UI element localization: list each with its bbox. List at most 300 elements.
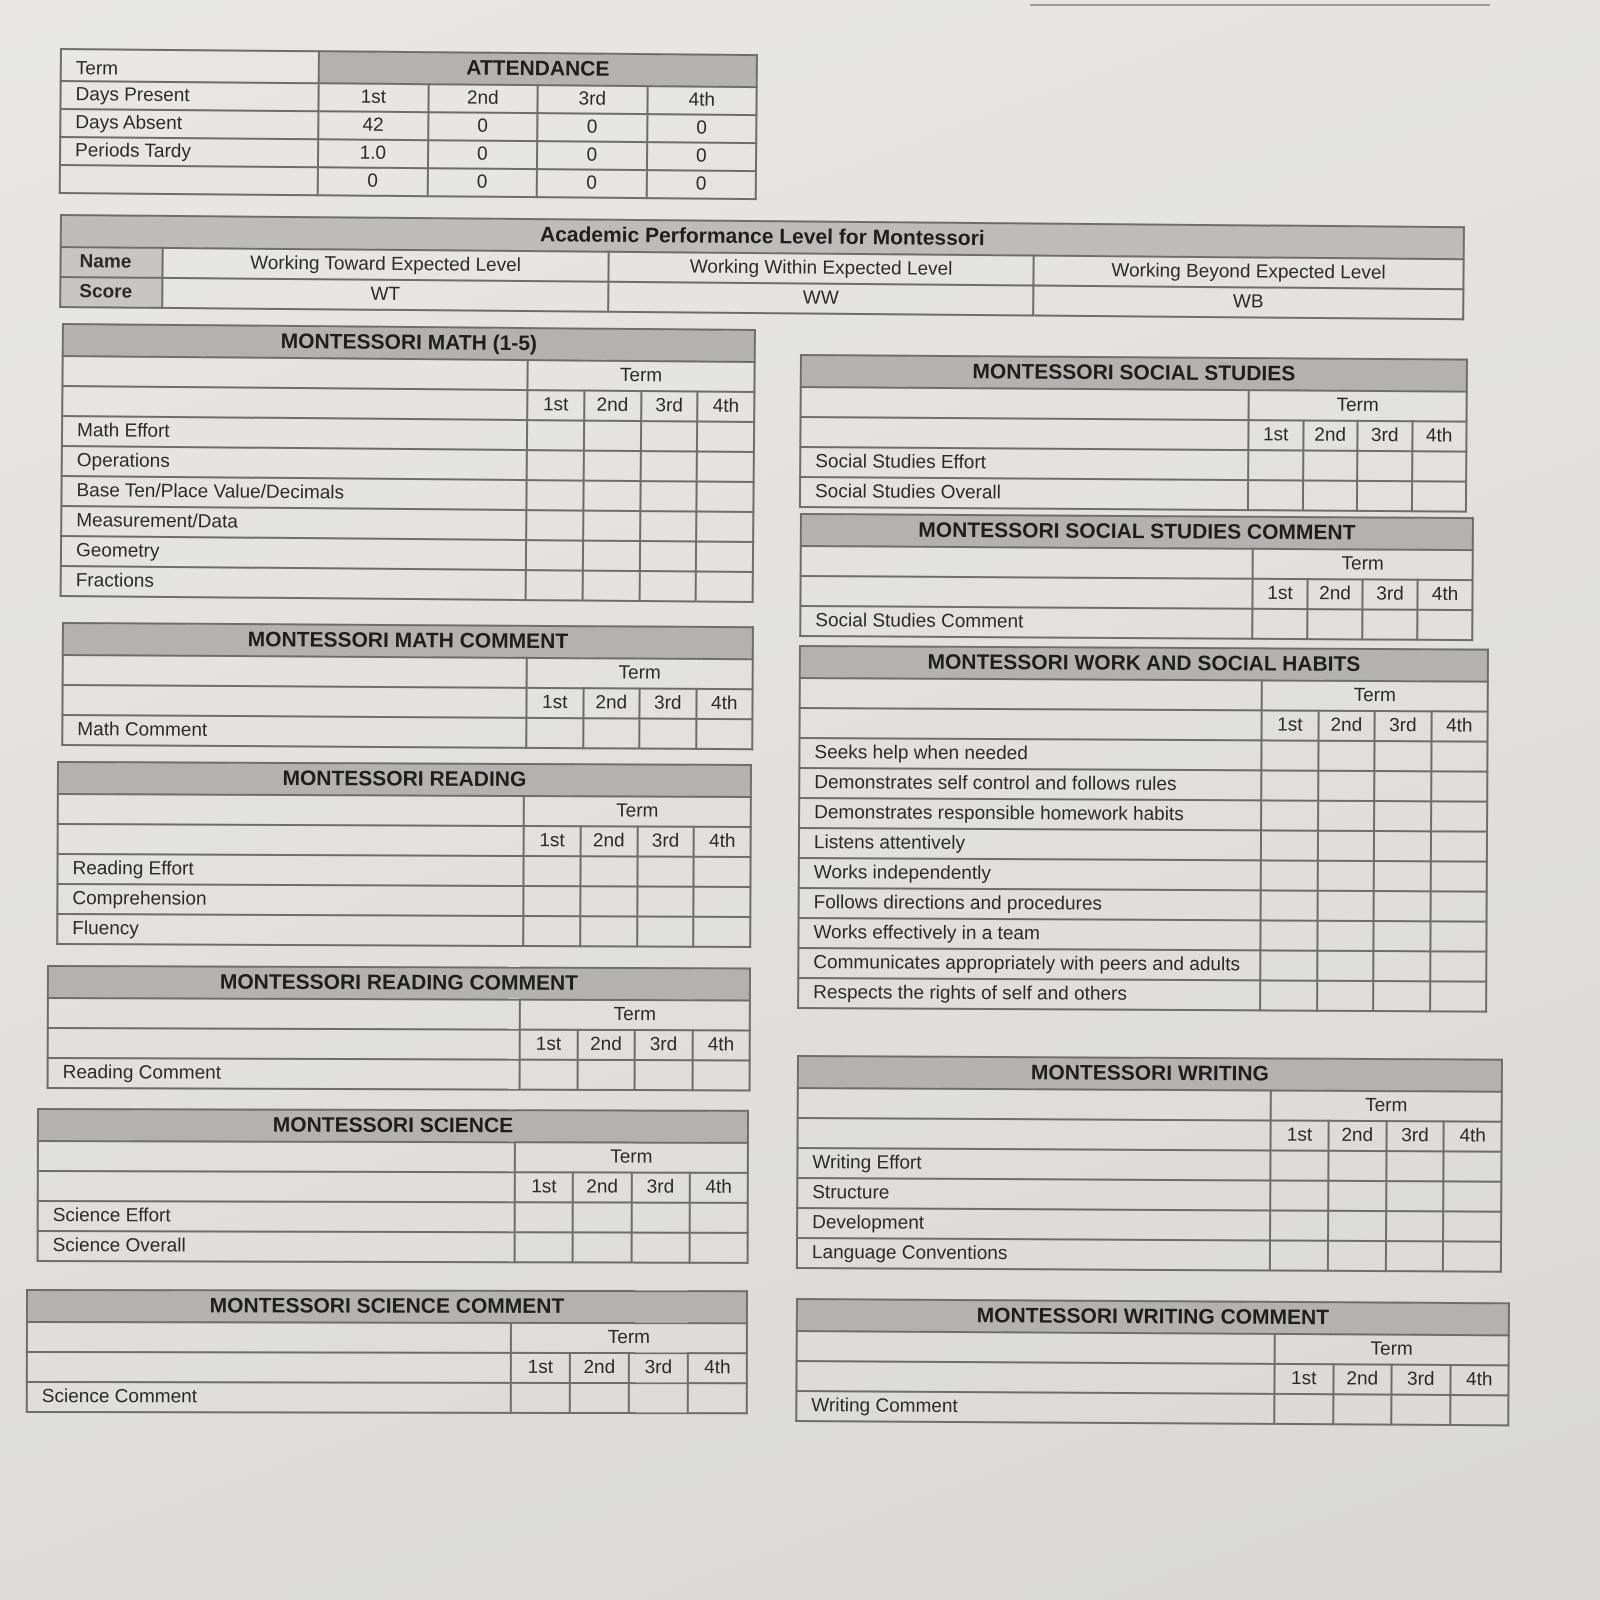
grade-cell[interactable] bbox=[1357, 451, 1412, 481]
attendance-value: 1.0 bbox=[318, 139, 428, 168]
header-blank bbox=[62, 356, 527, 390]
reading-comment-table bbox=[47, 965, 751, 1091]
row-label: Language Conventions bbox=[797, 1238, 1270, 1270]
grade-cell[interactable] bbox=[1307, 609, 1362, 639]
table-row bbox=[797, 1148, 1501, 1182]
performance-level-name: Working Within Expected Level bbox=[608, 252, 1033, 286]
term-header: 3rd bbox=[1386, 1121, 1444, 1151]
grade-cell[interactable] bbox=[1443, 1241, 1501, 1271]
grade-cell[interactable] bbox=[696, 719, 753, 749]
term-header: 4th bbox=[697, 392, 754, 422]
grade-cell[interactable] bbox=[526, 510, 583, 540]
term-label: Term bbox=[1275, 1334, 1509, 1365]
row-label: Listens attentively bbox=[799, 828, 1261, 860]
grade-cell[interactable] bbox=[1450, 1395, 1509, 1425]
science-table bbox=[37, 1108, 749, 1264]
grade-cell[interactable] bbox=[523, 916, 580, 946]
attendance-value: 0 bbox=[537, 113, 647, 142]
term-header: 2nd bbox=[580, 826, 637, 856]
grade-cell[interactable] bbox=[1261, 770, 1318, 800]
term-header: 2nd bbox=[1333, 1364, 1392, 1394]
grade-cell[interactable] bbox=[1328, 1211, 1386, 1241]
term-header: 3rd bbox=[1362, 579, 1417, 609]
row-label: Demonstrates responsible homework habits bbox=[799, 798, 1261, 830]
grade-cell[interactable] bbox=[580, 916, 637, 946]
social-studies-comment-table bbox=[799, 513, 1474, 641]
science-comment-table bbox=[26, 1289, 748, 1414]
header-blank bbox=[798, 1088, 1271, 1120]
grade-cell[interactable] bbox=[527, 420, 584, 450]
grade-cell[interactable] bbox=[1374, 741, 1431, 771]
term-header: 4th bbox=[690, 1173, 748, 1203]
grade-cell[interactable] bbox=[523, 886, 580, 916]
table-row bbox=[61, 566, 753, 602]
grade-cell[interactable] bbox=[1317, 891, 1374, 921]
section-title: MONTESSORI WRITING bbox=[798, 1056, 1502, 1092]
table-row bbox=[798, 948, 1486, 982]
term-header: 1st bbox=[511, 1353, 570, 1383]
term-header: 1st bbox=[1252, 579, 1307, 609]
grade-cell[interactable] bbox=[1260, 920, 1317, 950]
header-blank bbox=[800, 678, 1262, 710]
attendance-value: 0 bbox=[646, 170, 756, 199]
grade-cell[interactable] bbox=[639, 571, 696, 601]
row-label: Writing Comment bbox=[796, 1391, 1274, 1424]
grade-cell[interactable] bbox=[1374, 861, 1431, 891]
grade-cell[interactable] bbox=[1261, 800, 1318, 830]
header-blank bbox=[62, 685, 526, 718]
header-blank bbox=[800, 417, 1248, 450]
math-table bbox=[60, 323, 756, 603]
attendance-term-label: Term bbox=[61, 49, 319, 83]
term-header: 3rd bbox=[631, 1173, 689, 1203]
term-header: 3rd bbox=[1391, 1365, 1450, 1395]
table-row bbox=[798, 978, 1486, 1012]
term-label: Term bbox=[515, 1142, 748, 1173]
grade-cell[interactable] bbox=[637, 857, 694, 887]
header-blank bbox=[801, 387, 1249, 420]
row-label: Social Studies Comment bbox=[800, 606, 1252, 639]
term-header: 4th bbox=[1431, 711, 1488, 741]
section-title: MONTESSORI WRITING COMMENT bbox=[797, 1299, 1509, 1335]
attendance-title: ATTENDANCE bbox=[319, 51, 757, 87]
grade-cell[interactable] bbox=[573, 1232, 631, 1262]
grade-cell[interactable] bbox=[697, 482, 754, 512]
grade-cell[interactable] bbox=[1417, 610, 1472, 640]
grade-cell[interactable] bbox=[1270, 1150, 1328, 1180]
term-header: 2nd bbox=[573, 1172, 631, 1202]
grade-cell[interactable] bbox=[1443, 1211, 1501, 1241]
term-header: 1st bbox=[1262, 710, 1319, 740]
attendance-value: 0 bbox=[428, 112, 538, 141]
section-title: MONTESSORI MATH COMMENT bbox=[63, 623, 753, 659]
header-blank bbox=[48, 1028, 520, 1060]
grade-cell[interactable] bbox=[1317, 921, 1374, 951]
header-blank bbox=[796, 1361, 1274, 1394]
grade-cell[interactable] bbox=[526, 570, 583, 600]
row-label: Works effectively in a team bbox=[798, 918, 1260, 950]
grade-cell[interactable] bbox=[1328, 1151, 1386, 1181]
term-header: 4th bbox=[694, 827, 751, 857]
term-header: 2nd bbox=[1307, 579, 1362, 609]
grade-cell[interactable] bbox=[1443, 1181, 1501, 1211]
grade-cell[interactable] bbox=[1374, 891, 1431, 921]
header-blank bbox=[48, 998, 520, 1030]
grade-cell[interactable] bbox=[637, 917, 694, 947]
term-header: 4th bbox=[688, 1353, 747, 1383]
term-header: 4th bbox=[1417, 580, 1472, 610]
table-row bbox=[799, 738, 1487, 772]
term-header: 2nd bbox=[583, 688, 640, 718]
grade-cell[interactable] bbox=[523, 856, 580, 886]
attendance-value: 0 bbox=[318, 167, 428, 196]
grade-cell[interactable] bbox=[1318, 801, 1375, 831]
grade-cell[interactable] bbox=[1373, 951, 1430, 981]
header-blank bbox=[63, 655, 527, 688]
grade-cell[interactable] bbox=[1248, 450, 1303, 480]
table-row bbox=[62, 715, 752, 749]
row-label: Science Effort bbox=[38, 1201, 515, 1232]
writing-comment-table bbox=[795, 1298, 1510, 1426]
row-label: Math Effort bbox=[62, 416, 527, 450]
section-title: MONTESSORI MATH (1-5) bbox=[63, 324, 755, 362]
writing-table bbox=[796, 1055, 1503, 1273]
performance-name-label: Name bbox=[60, 247, 162, 278]
term-label: Term bbox=[1271, 1090, 1502, 1121]
term-header: 1st bbox=[526, 688, 583, 718]
grade-cell[interactable] bbox=[511, 1383, 570, 1413]
row-label: Fluency bbox=[57, 914, 523, 946]
table-row bbox=[799, 858, 1487, 892]
row-label: Demonstrates self control and follows rules bbox=[799, 768, 1261, 800]
grade-cell[interactable] bbox=[639, 719, 696, 749]
grade-cell[interactable] bbox=[1357, 481, 1412, 511]
grade-cell[interactable] bbox=[526, 540, 583, 570]
term-header: 3rd bbox=[641, 391, 698, 421]
grade-cell[interactable] bbox=[1374, 831, 1431, 861]
grade-cell[interactable] bbox=[694, 887, 751, 917]
header-blank bbox=[800, 708, 1262, 740]
row-label: Communicates appropriately with peers and adults bbox=[798, 948, 1260, 980]
row-label: Fractions bbox=[61, 566, 526, 600]
attendance-row-label: Days Present bbox=[60, 81, 318, 111]
grade-cell[interactable] bbox=[631, 1233, 689, 1263]
grade-cell[interactable] bbox=[583, 451, 640, 481]
grade-cell[interactable] bbox=[1328, 1241, 1386, 1271]
grade-cell[interactable] bbox=[520, 1060, 578, 1090]
grade-cell[interactable] bbox=[1430, 891, 1487, 921]
row-label: Development bbox=[797, 1208, 1270, 1240]
grade-cell[interactable] bbox=[1431, 741, 1488, 771]
grade-cell[interactable] bbox=[640, 451, 697, 481]
term-header: 1st bbox=[1248, 420, 1303, 450]
term-header: 4th bbox=[696, 689, 753, 719]
row-label: Reading Comment bbox=[48, 1058, 520, 1090]
grade-cell[interactable] bbox=[583, 718, 640, 748]
grade-cell[interactable] bbox=[1412, 451, 1467, 481]
section-title: MONTESSORI SCIENCE COMMENT bbox=[27, 1290, 747, 1323]
term-header: 2nd bbox=[570, 1353, 629, 1383]
header-blank bbox=[38, 1171, 515, 1202]
term-header: 1st bbox=[1271, 1120, 1329, 1150]
header-blank bbox=[58, 824, 524, 856]
row-label: Structure bbox=[797, 1178, 1270, 1210]
grade-cell[interactable] bbox=[1261, 830, 1318, 860]
grade-cell[interactable] bbox=[583, 511, 640, 541]
grade-cell[interactable] bbox=[696, 542, 753, 572]
performance-level-score: WT bbox=[162, 278, 608, 312]
term-header: 3rd bbox=[635, 1030, 693, 1060]
table-row bbox=[798, 918, 1486, 952]
table-row bbox=[797, 1178, 1501, 1212]
grade-cell[interactable] bbox=[1303, 451, 1358, 481]
table-row bbox=[799, 768, 1487, 802]
grade-cell[interactable] bbox=[640, 511, 697, 541]
section-title: MONTESSORI SOCIAL STUDIES bbox=[801, 355, 1467, 392]
section-title: MONTESSORI READING COMMENT bbox=[48, 966, 750, 1000]
term-header: 2nd bbox=[577, 1030, 635, 1060]
grade-cell[interactable] bbox=[696, 572, 753, 602]
grade-cell[interactable] bbox=[1317, 981, 1374, 1011]
grade-cell[interactable] bbox=[1373, 981, 1430, 1011]
grade-cell[interactable] bbox=[639, 541, 696, 571]
grade-cell[interactable] bbox=[1411, 481, 1466, 511]
term-label: Term bbox=[1249, 390, 1467, 422]
grade-cell[interactable] bbox=[1391, 1395, 1450, 1425]
grade-cell[interactable] bbox=[1248, 480, 1303, 510]
grade-cell[interactable] bbox=[1430, 921, 1487, 951]
reading-table bbox=[56, 761, 752, 948]
grade-cell[interactable] bbox=[688, 1383, 747, 1413]
grade-cell[interactable] bbox=[573, 1202, 631, 1232]
grade-cell[interactable] bbox=[1374, 771, 1431, 801]
table-row bbox=[57, 854, 750, 887]
grade-cell[interactable] bbox=[1386, 1211, 1444, 1241]
attendance-blank bbox=[60, 165, 318, 195]
grade-cell[interactable] bbox=[631, 1203, 689, 1233]
row-label: Writing Effort bbox=[797, 1148, 1270, 1180]
header-blank bbox=[800, 576, 1252, 609]
attendance-value: 42 bbox=[318, 111, 428, 140]
section-title: MONTESSORI WORK AND SOCIAL HABITS bbox=[800, 646, 1488, 682]
term-header: 1st bbox=[515, 1172, 573, 1202]
grade-cell[interactable] bbox=[640, 481, 697, 511]
grade-cell[interactable] bbox=[1385, 1241, 1443, 1271]
table-row bbox=[27, 1382, 747, 1413]
grade-cell[interactable] bbox=[637, 887, 694, 917]
grade-cell[interactable] bbox=[1260, 980, 1317, 1010]
grade-cell[interactable] bbox=[582, 571, 639, 601]
table-row bbox=[38, 1231, 748, 1263]
table-row bbox=[799, 828, 1487, 862]
grade-cell[interactable] bbox=[1430, 951, 1487, 981]
grade-cell[interactable] bbox=[580, 856, 637, 886]
attendance-value: 0 bbox=[646, 142, 756, 171]
table-row bbox=[48, 1058, 750, 1090]
header-blank bbox=[798, 1118, 1271, 1150]
attendance-value: 0 bbox=[427, 140, 537, 169]
term-header: 4th bbox=[1450, 1365, 1509, 1395]
grade-cell[interactable] bbox=[629, 1383, 688, 1413]
grade-cell[interactable] bbox=[694, 857, 751, 887]
table-row bbox=[57, 884, 750, 917]
term-header: 1st bbox=[520, 1030, 578, 1060]
grade-cell[interactable] bbox=[1373, 921, 1430, 951]
table-row bbox=[800, 477, 1466, 512]
attendance-value: 0 bbox=[427, 168, 537, 197]
performance-level-table bbox=[59, 214, 1465, 320]
term-label: Term bbox=[1253, 549, 1473, 580]
grade-cell[interactable] bbox=[1318, 741, 1375, 771]
grade-cell[interactable] bbox=[1431, 771, 1488, 801]
row-label: Base Ten/Place Value/Decimals bbox=[61, 476, 526, 510]
row-label: Works independently bbox=[799, 858, 1261, 890]
row-label: Seeks help when needed bbox=[799, 738, 1261, 770]
table-row bbox=[800, 447, 1466, 482]
attendance-table bbox=[59, 48, 758, 200]
grade-cell[interactable] bbox=[1362, 609, 1417, 639]
attendance-value: 0 bbox=[537, 141, 647, 170]
term-header: 3rd bbox=[639, 689, 696, 719]
grade-cell[interactable] bbox=[1374, 801, 1431, 831]
grade-cell[interactable] bbox=[689, 1233, 747, 1263]
grade-cell[interactable] bbox=[640, 421, 697, 451]
grade-cell[interactable] bbox=[1261, 860, 1318, 890]
attendance-term-header: 2nd bbox=[428, 84, 538, 113]
row-label: Math Comment bbox=[62, 715, 526, 748]
grade-cell[interactable] bbox=[1270, 1210, 1328, 1240]
header-blank bbox=[801, 546, 1253, 579]
row-label: Operations bbox=[62, 446, 527, 480]
section-title: MONTESSORI SCIENCE bbox=[38, 1109, 748, 1143]
term-label: Term bbox=[527, 658, 753, 689]
term-label: Term bbox=[1262, 680, 1488, 711]
row-label: Science Comment bbox=[27, 1382, 511, 1413]
grade-cell[interactable] bbox=[1302, 481, 1357, 511]
grade-cell[interactable] bbox=[1252, 609, 1307, 639]
grade-cell[interactable] bbox=[697, 452, 754, 482]
term-header: 2nd bbox=[1303, 421, 1358, 451]
grade-cell[interactable] bbox=[1318, 771, 1375, 801]
grade-cell[interactable] bbox=[1430, 831, 1487, 861]
grade-cell[interactable] bbox=[693, 917, 750, 947]
grade-cell[interactable] bbox=[570, 1383, 629, 1413]
grade-cell[interactable] bbox=[577, 1060, 635, 1090]
grade-cell[interactable] bbox=[1317, 951, 1374, 981]
header-blank bbox=[62, 386, 527, 420]
grade-cell[interactable] bbox=[1260, 950, 1317, 980]
header-blank bbox=[58, 794, 524, 826]
term-header: 4th bbox=[1444, 1121, 1502, 1151]
table-row bbox=[797, 1208, 1501, 1242]
row-label: Geometry bbox=[61, 536, 526, 570]
term-label: Term bbox=[527, 360, 754, 392]
grade-cell[interactable] bbox=[526, 480, 583, 510]
social-studies-table bbox=[799, 354, 1468, 513]
header-blank bbox=[27, 1322, 511, 1353]
term-header: 2nd bbox=[1328, 1121, 1386, 1151]
performance-score-label: Score bbox=[60, 277, 162, 308]
attendance-value: 0 bbox=[537, 169, 647, 198]
grade-cell[interactable] bbox=[1270, 1180, 1328, 1210]
row-label: Social Studies Effort bbox=[800, 447, 1248, 480]
grade-cell[interactable] bbox=[1386, 1181, 1444, 1211]
grade-cell[interactable] bbox=[1444, 1151, 1502, 1181]
grade-cell[interactable] bbox=[1261, 890, 1318, 920]
table-row bbox=[799, 888, 1487, 922]
grade-cell[interactable] bbox=[1430, 861, 1487, 891]
term-label: Term bbox=[524, 796, 751, 827]
grade-cell[interactable] bbox=[515, 1232, 573, 1262]
grade-cell[interactable] bbox=[526, 718, 583, 748]
term-header: 3rd bbox=[629, 1353, 688, 1383]
attendance-term-header: 4th bbox=[647, 86, 757, 115]
table-row bbox=[800, 606, 1472, 640]
term-header: 3rd bbox=[1357, 421, 1412, 451]
attendance-term-header: 1st bbox=[318, 83, 428, 112]
grade-cell[interactable] bbox=[583, 481, 640, 511]
table-row bbox=[57, 914, 750, 947]
table-row bbox=[799, 798, 1487, 832]
performance-level-name: Working Beyond Expected Level bbox=[1033, 255, 1463, 289]
term-header: 2nd bbox=[1318, 711, 1375, 741]
section-title: MONTESSORI SOCIAL STUDIES COMMENT bbox=[801, 514, 1473, 550]
grade-cell[interactable] bbox=[583, 541, 640, 571]
grade-cell[interactable] bbox=[527, 450, 584, 480]
grade-cell[interactable] bbox=[1328, 1181, 1386, 1211]
grade-cell[interactable] bbox=[580, 886, 637, 916]
header-blank bbox=[27, 1352, 511, 1383]
row-label: Respects the rights of self and others bbox=[798, 978, 1260, 1010]
table-row bbox=[797, 1238, 1501, 1272]
term-header: 3rd bbox=[637, 827, 694, 857]
performance-level-name: Working Toward Expected Level bbox=[162, 248, 608, 282]
grade-cell[interactable] bbox=[515, 1202, 573, 1232]
term-label: Term bbox=[520, 1000, 750, 1031]
math-comment-table bbox=[61, 622, 754, 750]
grade-cell[interactable] bbox=[1261, 740, 1318, 770]
grade-cell[interactable] bbox=[692, 1060, 750, 1090]
grade-cell[interactable] bbox=[1270, 1240, 1328, 1270]
work-social-habits-table bbox=[797, 645, 1489, 1013]
grade-cell[interactable] bbox=[1317, 831, 1374, 861]
row-label: Follows directions and procedures bbox=[799, 888, 1261, 920]
grade-cell[interactable] bbox=[696, 512, 753, 542]
grade-cell[interactable] bbox=[1386, 1151, 1444, 1181]
header-blank bbox=[38, 1141, 515, 1172]
attendance-row-label: Periods Tardy bbox=[60, 137, 318, 167]
performance-level-score: WB bbox=[1033, 285, 1463, 319]
grade-cell[interactable] bbox=[1317, 861, 1374, 891]
attendance-row-label: Days Absent bbox=[60, 109, 318, 139]
term-header: 2nd bbox=[584, 391, 641, 421]
grade-cell[interactable] bbox=[689, 1203, 747, 1233]
grade-cell[interactable] bbox=[1431, 801, 1488, 831]
row-label: Comprehension bbox=[57, 884, 523, 916]
term-header: 1st bbox=[524, 826, 581, 856]
grade-cell[interactable] bbox=[584, 421, 641, 451]
paper-edge bbox=[1030, 0, 1490, 6]
grade-cell[interactable] bbox=[635, 1060, 693, 1090]
term-header: 1st bbox=[1274, 1364, 1333, 1394]
grade-cell[interactable] bbox=[1430, 981, 1487, 1011]
table-row bbox=[796, 1391, 1508, 1425]
grade-cell[interactable] bbox=[1274, 1394, 1333, 1424]
grade-cell[interactable] bbox=[697, 422, 754, 452]
grade-cell[interactable] bbox=[1333, 1394, 1392, 1424]
header-blank bbox=[797, 1331, 1275, 1364]
row-label: Measurement/Data bbox=[61, 506, 526, 540]
